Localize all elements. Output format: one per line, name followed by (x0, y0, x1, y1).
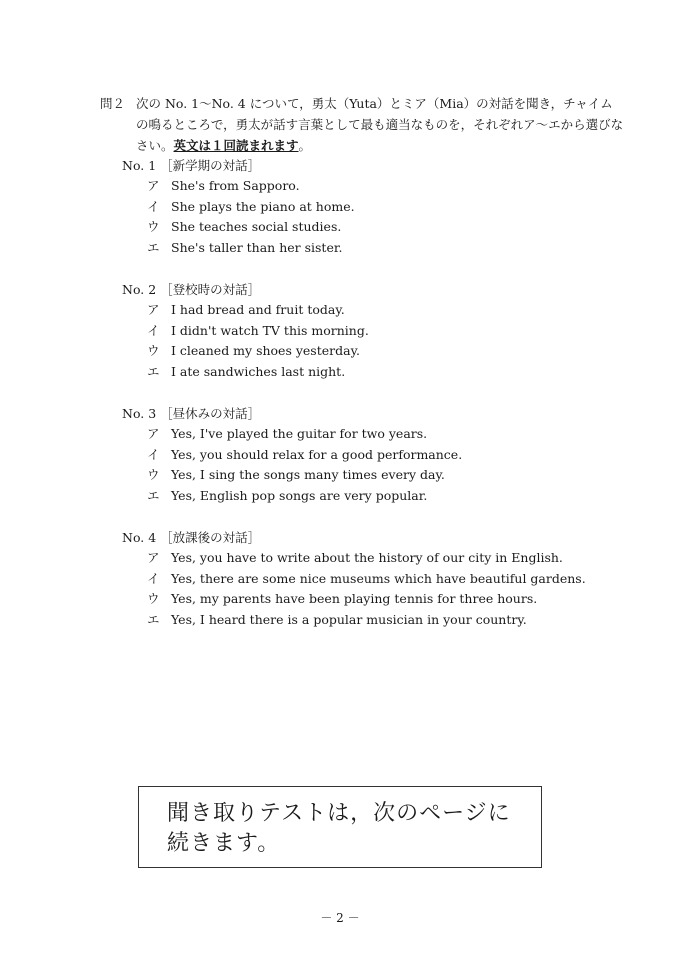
choice-text: I ate sandwiches last night. (171, 364, 346, 380)
choice-text: Yes, English pop songs are very popular. (171, 488, 428, 504)
choice-letter: イ (147, 322, 160, 338)
choice-letter: ウ (147, 467, 160, 483)
question-instructions (136, 93, 625, 156)
choice-letter: ア (147, 426, 160, 441)
page-number: － 2 － (320, 911, 360, 925)
choice-text: I cleaned my shoes yesterday. (171, 343, 360, 359)
choice-i (122, 569, 586, 590)
choice-text: Yes, there are some nice museums which have beautiful gardens. (171, 570, 586, 586)
choice-letter: ア (147, 302, 160, 317)
choice-letter: ウ (147, 219, 160, 235)
choice-text: She plays the piano at home. (171, 198, 355, 214)
item-title: No. 2 ［登校時の対話］ (122, 282, 261, 297)
choice-text: I had bread and fruit today. (171, 302, 345, 317)
choice-letter: エ (147, 488, 160, 504)
choice-i (122, 321, 369, 342)
choice-u (122, 589, 538, 610)
choice-letter: イ (147, 198, 160, 214)
choice-u (122, 217, 342, 238)
instruction-text: 次の No. 1〜No. 4 について，勇太（Yuta）とミア（Mia）の対話を聞き，チャイムの鳴るところで，勇太が話す言葉として最も適当なものを，それぞれア〜エから選びなさい。 (136, 96, 624, 153)
instruction-emphasis: 英文は１回読まれます (173, 138, 299, 153)
choice-text: Yes, you should relax for a good performance. (171, 446, 463, 462)
choice-letter: イ (147, 570, 160, 586)
choice-letter: ウ (147, 343, 160, 359)
instruction-end: 。 (298, 138, 312, 153)
question-header (100, 93, 625, 156)
choice-a (122, 176, 300, 197)
choice-a (122, 548, 563, 569)
item-no2 (122, 280, 369, 383)
choice-text: Yes, my parents have been playing tennis for three hours. (171, 591, 538, 607)
question-number: 問２ (100, 96, 126, 111)
choice-text: Yes, you have to write about the history of our city in English. (171, 550, 563, 565)
continue-notice-box (138, 786, 542, 868)
choice-i (122, 197, 355, 218)
choice-text: She's from Sapporo. (171, 178, 300, 193)
item-title: No. 4 ［放課後の対話］ (122, 530, 261, 545)
item-title: No. 1 ［新学期の対話］ (122, 158, 261, 173)
choice-letter: エ (147, 612, 160, 628)
notice-line-1: 聞き取りテストは，次のページに (167, 801, 511, 826)
choice-e (122, 362, 346, 383)
choice-text: Yes, I sing the songs many times every day. (171, 467, 445, 483)
choice-i (122, 445, 463, 466)
choice-text: Yes, I've played the guitar for two years. (171, 426, 428, 441)
choice-letter: イ (147, 446, 160, 462)
choice-letter: エ (147, 240, 160, 256)
choice-letter: ア (147, 178, 160, 193)
choice-e (122, 238, 343, 259)
item-title: No. 3 ［昼休みの対話］ (122, 406, 261, 421)
item-no1 (122, 156, 355, 259)
notice-line-2: 続きます。 (167, 831, 281, 856)
choice-letter: ア (147, 550, 160, 565)
item-no3 (122, 404, 463, 507)
choice-e (122, 486, 428, 507)
choice-text: Yes, I heard there is a popular musician in your country. (171, 612, 527, 628)
item-no4 (122, 528, 586, 631)
choice-a (122, 424, 428, 445)
choice-e (122, 610, 527, 631)
choice-letter: ウ (147, 591, 160, 607)
choice-u (122, 465, 445, 486)
choice-letter: エ (147, 364, 160, 380)
choice-a (122, 300, 345, 321)
choice-text: She teaches social studies. (171, 219, 342, 235)
choice-u (122, 341, 360, 362)
choice-text: She's taller than her sister. (171, 240, 343, 256)
choice-text: I didn't watch TV this morning. (171, 322, 369, 338)
